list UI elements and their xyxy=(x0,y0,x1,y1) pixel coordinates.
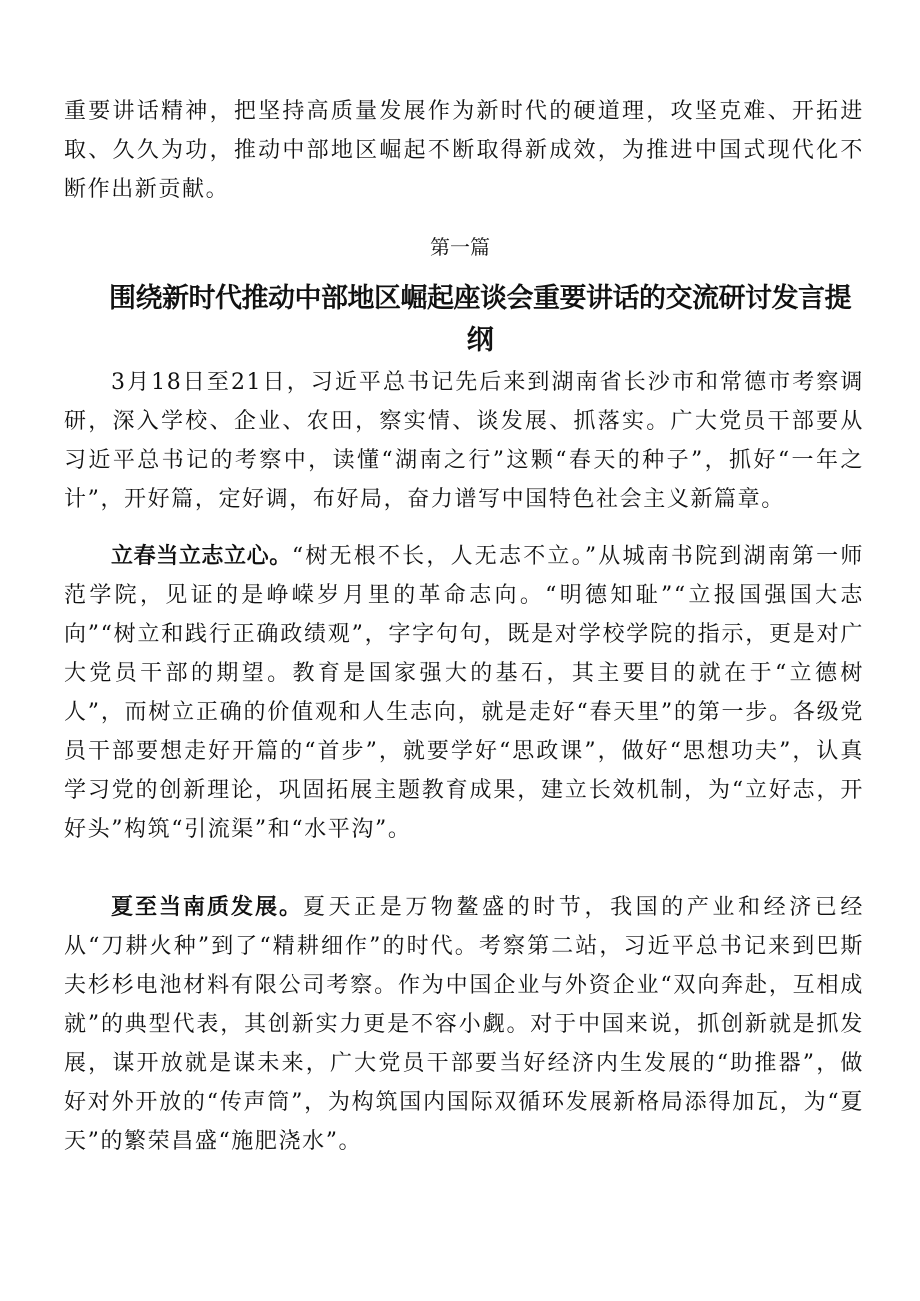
paragraph-3-lead: 夏至当南质发展。 xyxy=(111,895,303,920)
intro-continuation-paragraph: 重要讲话精神，把坚持高质量发展作为新时代的硬道理，攻坚克难、开拓进取、久久为功，推动中部地区崛起不断取得新成效，为推进中国式现代化不断作出新贡献。 xyxy=(64,99,864,202)
paragraph-3-text: 夏天正是万物鳌盛的时节，我国的产业和经济已经从“刀耕火种”到了“精耕细作”的时代。考察第二站，习近平总书记来到巴斯夫杉杉电池材料有限公司考察。作为中国企业与外资企业“双向奔赴，互相成就”的典型代表，其创新实力更是不容小觑。对于中国来说，抓创新就是抓发展，谋开放就是谋未来，广大党员干部要当好经济内生发展的“助推器”，做好对外开放的“传声筒”，为构筑国内国际双循环发展新格局添得加瓦，为“夏天”的繁荣昌盛“施肥浇水”。 xyxy=(64,895,864,1154)
body-paragraph-1 xyxy=(64,363,864,519)
body-paragraph-3 xyxy=(64,888,864,1161)
section-mark: 第一篇 xyxy=(430,235,490,259)
paragraph-2-text: “树无根不长，人无志不立。”从城南书院到湖南第一师范学院，见证的是峥嵘岁月里的革命志向。“明德知耻”“立报国强国大志向”“树立和践行正确政绩观”，字字句句，既是对学校学院的指示，更是对广大党员干部的期望。教育是国家强大的基石，其主要目的就在于“立德树人”，而树立正确的价值观和人生志向，就是走好“春天里”的第一步。各级党员干部要想走好开篇的“首步”，就要学好“思政课”，做好“思想功夫”，认真学习党的创新理论，巩固拓展主题教育成果，建立长效机制，为“立好志，开好头”构筑“引流渠”和“水平沟”。 xyxy=(64,544,864,842)
body-paragraph-2 xyxy=(64,537,864,849)
paragraph-1-text: 3月18日至21日，习近平总书记先后来到湖南省长沙市和常德市考察调研，深入学校、企业、农田，察实情、谈发展、抓落实。广大党员干部要从习近平总书记的考察中，读懂“湖南之行”这颗“春天的种子”，抓好“一年之计”，开好篇，定好调，布好局，奋力谱写中国特色社会主义新篇章。 xyxy=(64,370,864,512)
document-title: 围绕新时代推动中部地区崛起座谈会重要讲话的交流研讨发言提纲 xyxy=(109,283,851,356)
paragraph-2-lead: 立春当立志立心。 xyxy=(111,544,292,569)
